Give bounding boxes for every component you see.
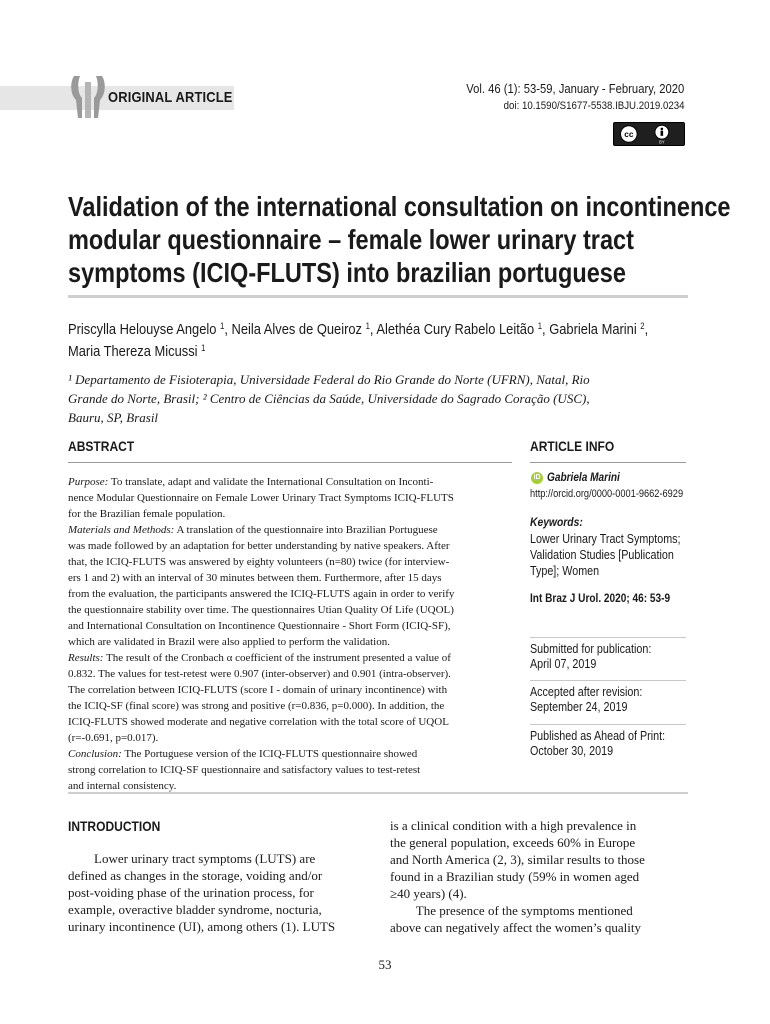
abstract-line <box>68 586 512 602</box>
by-icon <box>655 125 669 139</box>
affiliation-line: Bauru, SP, Brasil <box>68 410 159 425</box>
abstract-line <box>68 554 512 570</box>
abstract-text: strong correlation to ICIQ-SF questionnaire and satisfactory values to test-retest <box>68 764 421 776</box>
article-info-divider <box>530 462 686 463</box>
abstract-text: The result of the Cronbach α coefficient of the instrument presented a value of <box>103 652 451 664</box>
citation-info: Int Braz J Urol. 2020; 46: 53-9 <box>530 591 671 605</box>
author-separator: , <box>369 321 377 338</box>
paragraph-line: ≥40 years) (4). <box>390 886 467 901</box>
abstract-text: and internal consistency. <box>68 780 177 792</box>
abstract-text: for the Brazilian female population. <box>68 508 226 520</box>
introduction-heading: INTRODUCTION <box>68 818 161 834</box>
accepted-date: September 24, 2019 <box>530 700 628 714</box>
published-date: October 30, 2019 <box>530 744 614 758</box>
author-affil-mark: 2 <box>640 321 645 331</box>
by-label: BY <box>659 139 665 145</box>
abstract-text: 0.832. The values for test-retest were 0.907 (inter-observer) and 0.901 (intra-observer). <box>68 668 451 680</box>
author-affil-mark: 1 <box>537 321 543 331</box>
author-line <box>68 339 618 361</box>
abstract-divider <box>68 462 512 463</box>
abstract-line <box>68 522 512 538</box>
info-divider <box>530 680 686 681</box>
abstract-line <box>68 618 512 634</box>
title-line: Validation of the international consultation on incontinence <box>68 191 731 222</box>
paragraph-line: the general population, exceeds 60% in Europe <box>390 835 636 850</box>
paragraph-line: and North America (2, 3), similar results to those <box>390 852 645 867</box>
abstract-line <box>68 490 512 506</box>
abstract-line <box>68 602 512 618</box>
abstract-line <box>68 698 512 714</box>
author-separator: , <box>224 321 232 338</box>
orcid-link[interactable]: http://orcid.org/0000-0001-9662-6929 <box>530 488 684 500</box>
article-title <box>68 190 731 289</box>
accepted-label: Accepted after revision: <box>530 685 643 699</box>
abstract-text: the questionnaire stability over time. The questionnaires Utian Quality Of Life (UQOL) <box>68 604 454 616</box>
author-name: Gabriela Marini <box>549 321 637 338</box>
abstract-line <box>68 682 512 698</box>
title-line: modular questionnaire – female lower urinary tract <box>68 224 634 255</box>
title-line: symptoms (ICIQ-FLUTS) into brazilian portuguese <box>68 257 626 288</box>
keywords-heading: Keywords: <box>530 515 583 529</box>
abstract-line <box>68 730 512 746</box>
author-affil-mark: 1 <box>220 321 225 331</box>
cc-license-badge[interactable] <box>613 122 685 146</box>
abstract-line <box>68 474 512 490</box>
abstract-section-label: Conclusion: <box>68 748 122 760</box>
journal-logo-icon <box>68 72 108 120</box>
keyword-line: Lower Urinary Tract Symptoms; <box>530 532 681 546</box>
author-separator: , <box>644 321 649 338</box>
svg-text:cc: cc <box>624 130 634 140</box>
section-label: ORIGINAL ARTICLE <box>108 89 233 106</box>
abstract-text: To translate, adapt and validate the International Consultation on Inconti- <box>108 476 434 488</box>
keywords-list <box>530 531 681 579</box>
abstract-text: ICIQ-FLUTS showed moderate and negative correlation with the total score of UQOL <box>68 716 449 728</box>
orcid-author-name: Gabriela Marini <box>547 470 620 484</box>
abstract-text: was made followed by an adaptation for better understanding by native speakers. After <box>68 540 450 552</box>
published-label: Published as Ahead of Print: <box>530 729 666 743</box>
abstract-text: and International Consultation on Incontinence Questionnaire - Short Form (ICIQ-SF), <box>68 620 451 632</box>
paragraph-line: above can negatively affect the women’s quality <box>390 920 641 935</box>
abstract-body <box>68 474 512 794</box>
author-list <box>68 317 708 361</box>
abstract-text: which are validated in Brazil were also applied to perform the validation. <box>68 636 390 648</box>
abstract-line <box>68 666 512 682</box>
paragraph-line: defined as changes in the storage, voiding and/or <box>68 868 323 883</box>
doi-link[interactable]: doi: 10.1590/S1677-5538.IBJU.2019.0234 <box>503 100 684 112</box>
abstract-line <box>68 634 512 650</box>
info-divider <box>530 637 686 638</box>
keyword-line: Validation Studies [Publication <box>530 548 674 562</box>
submitted-date: April 07, 2019 <box>530 657 597 671</box>
affiliations <box>68 370 688 427</box>
abstract-text: ers 1 and 2) with an interval of 30 minutes between them. Furthermore, after 15 days <box>68 572 442 584</box>
author-line <box>68 317 649 339</box>
orcid-icon[interactable]: iD <box>531 472 543 484</box>
author-name: Priscylla Helouyse Angelo <box>68 321 217 338</box>
abstract-line <box>68 506 512 522</box>
abstract-text: (r=-0.691, p=0.017). <box>68 732 159 744</box>
author-name: Alethéa Cury Rabelo Leitão <box>376 321 535 338</box>
cc-icon <box>621 126 638 143</box>
info-divider <box>530 724 686 725</box>
abstract-text: nence Modular Questionnaire on Female Lower Urinary Tract Symptoms ICIQ-FLUTS <box>68 492 454 504</box>
affiliation-line: ¹ Departamento de Fisioterapia, Universidade Federal do Rio Grande do Norte (UFRN), Natal, Rio <box>68 372 590 387</box>
affiliation-line: Grande do Norte, Brasil; ² Centro de Ciências da Saúde, Universidade do Sagrado Coração (USC), <box>68 391 590 406</box>
abstract-heading: ABSTRACT <box>68 438 135 454</box>
abstract-line <box>68 538 512 554</box>
abstract-line <box>68 570 512 586</box>
abstract-section-label: Results: <box>68 652 104 664</box>
volume-info: Vol. 46 (1): 53-59, January - February, 2020 <box>465 82 684 96</box>
abstract-section-label: Purpose: <box>68 476 109 488</box>
paragraph-line: urinary incontinence (UI), among others (1). LUTS <box>68 919 336 934</box>
author-name: Neila Alves de Queiroz <box>231 321 363 338</box>
author-separator: , <box>542 321 550 338</box>
author-affil-mark: 1 <box>201 343 206 353</box>
paragraph-line: Lower urinary tract symptoms (LUTS) are <box>68 851 316 866</box>
abstract-section-label: Materials and Methods: <box>68 524 175 536</box>
author-affil-mark: 1 <box>365 321 370 331</box>
introduction-column-left <box>68 850 364 935</box>
abstract-line <box>68 746 512 762</box>
abstract-text: The Portuguese version of the ICIQ-FLUTS questionnaire showed <box>121 748 418 760</box>
abstract-line <box>68 714 512 730</box>
submitted-label: Submitted for publication: <box>530 642 652 656</box>
paragraph-line: The presence of the symptoms mentioned <box>390 903 633 918</box>
abstract-text: A translation of the questionnaire into Brazilian Portuguese <box>174 524 438 536</box>
paragraph-line: is a clinical condition with a high prevalence in <box>390 818 637 833</box>
section-divider <box>68 792 688 794</box>
paragraph-line: example, overactive bladder syndrome, nocturia, <box>68 902 322 917</box>
keyword-line: Type]; Women <box>530 564 600 578</box>
title-divider <box>68 295 688 298</box>
abstract-text: The correlation between ICIQ-FLUTS (score I - domain of urinary incontinence) with <box>68 684 448 696</box>
abstract-text: from the evaluation, the participants answered the ICIQ-FLUTS again in order to verify <box>68 588 455 600</box>
introduction-column-right <box>390 817 686 936</box>
article-info-heading: ARTICLE INFO <box>530 438 615 454</box>
abstract-text: that, the ICIQ-FLUTS was answered by eighty volunteers (n=80) twice (for interview- <box>68 556 450 568</box>
abstract-text: the ICIQ-SF (final score) was strong and positive (r=0.836, p=0.000). In addition, the <box>68 700 445 712</box>
abstract-line <box>68 650 512 666</box>
paragraph-line: found in a Brazilian study (59% in women aged <box>390 869 640 884</box>
page-number: 53 <box>378 957 392 972</box>
paragraph-line: post-voiding phase of the urination process, for <box>68 885 314 900</box>
abstract-line <box>68 762 512 778</box>
author-name: Maria Thereza Micussi <box>68 343 198 360</box>
